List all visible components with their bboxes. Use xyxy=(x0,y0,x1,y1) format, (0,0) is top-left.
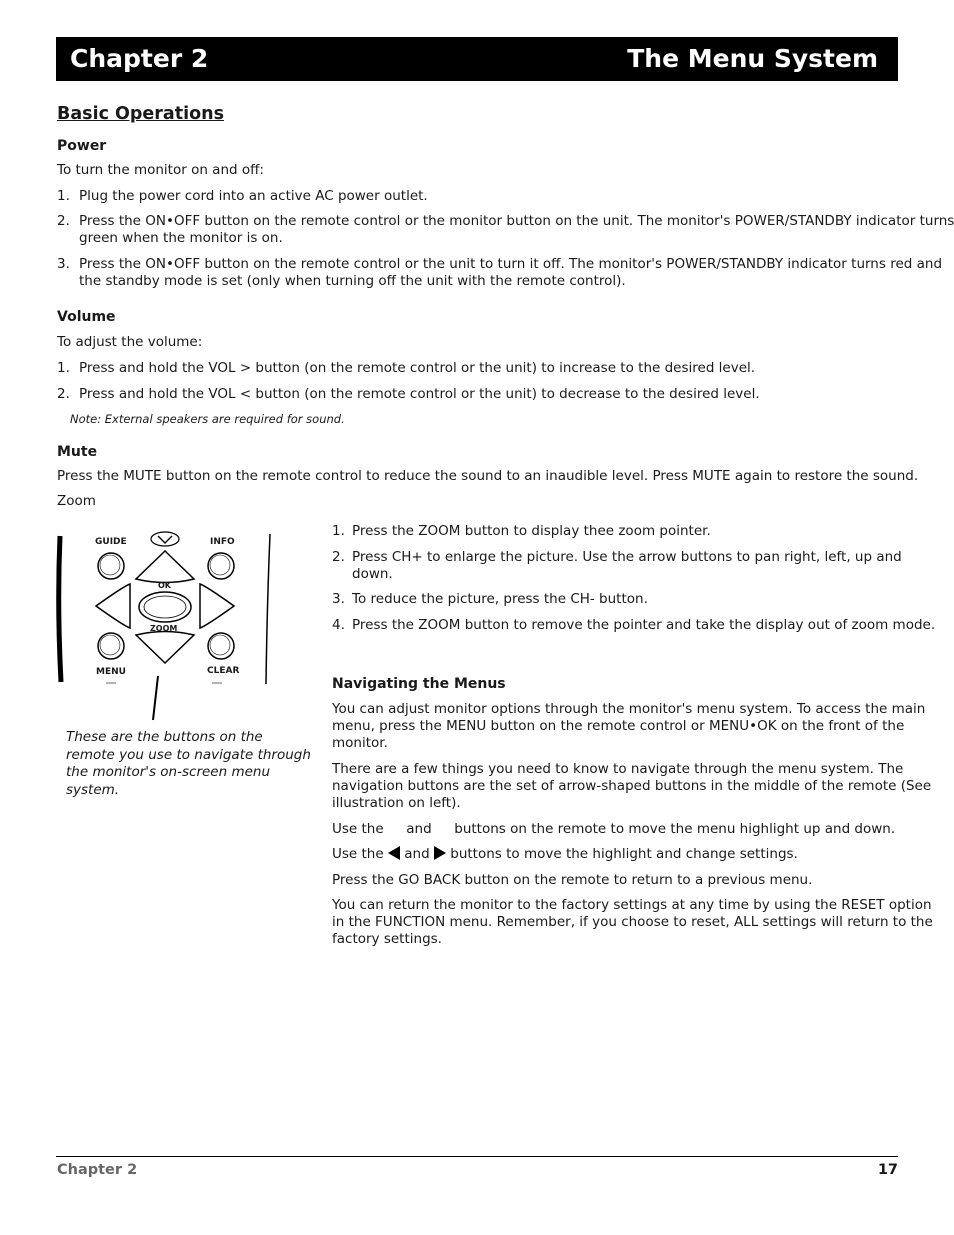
volume-heading: Volume xyxy=(57,309,116,325)
caption-line: the monitor's on-screen menu xyxy=(66,764,271,780)
guide-button-label: GUIDE xyxy=(95,537,127,547)
instruction-text: and xyxy=(406,821,432,837)
instruction-text: Use the xyxy=(332,821,384,837)
paragraph-line: You can return the monitor to the factory settings at any time by using the RESET option xyxy=(332,897,932,913)
footer-chapter: Chapter 2 xyxy=(57,1162,138,1178)
list-text: Press the ZOOM button to remove the pointer and take the display out of zoom mode. xyxy=(352,617,936,633)
instruction-text: and xyxy=(404,846,430,862)
paragraph-line: in the FUNCTION menu. Remember, if you choose to reset, ALL settings will return to the xyxy=(332,914,933,930)
list-item xyxy=(332,617,936,634)
list-text: Press the ZOOM button to display thee zoom pointer. xyxy=(352,523,711,539)
chapter-header-bar xyxy=(56,37,898,81)
list-item xyxy=(57,188,428,205)
list-item xyxy=(332,549,902,566)
paragraph-line: illustration on left). xyxy=(332,795,461,811)
instruction-text: buttons on the remote to move the menu highlight up and down. xyxy=(454,821,896,837)
list-text: Press and hold the VOL < button (on the remote control or the unit) to decrease to the desired level. xyxy=(79,386,760,402)
list-item xyxy=(332,591,648,608)
page-number: 17 xyxy=(877,1162,898,1178)
list-number: 3. xyxy=(57,256,70,272)
footer-rule xyxy=(56,1156,898,1157)
paragraph-line: You can adjust monitor options through the monitor's menu system. To access the main xyxy=(332,701,926,717)
paragraph-line: monitor. xyxy=(332,735,388,751)
remote-illustration xyxy=(52,526,278,722)
remote-caption xyxy=(66,729,311,799)
power-heading: Power xyxy=(57,138,107,154)
caption-line: These are the buttons on the xyxy=(66,729,263,745)
goback-instruction: Press the GO BACK button on the remote to return to a previous menu. xyxy=(332,872,813,888)
list-item xyxy=(57,360,756,377)
clear-button-label: CLEAR xyxy=(207,666,240,676)
chapter-title: The Menu System xyxy=(627,44,878,73)
caption-line: remote you use to navigate through xyxy=(66,746,311,763)
list-item xyxy=(57,386,760,403)
list-number: 3. xyxy=(332,591,345,607)
zoom-button-label: ZOOM xyxy=(150,624,178,633)
list-number: 2. xyxy=(332,549,345,565)
paragraph-line: There are a few things you need to know to navigate through the menu system. The xyxy=(332,761,904,777)
list-item xyxy=(57,213,954,230)
ok-button-label: OK xyxy=(158,581,171,590)
leftright-instruction xyxy=(332,846,798,863)
navigating-paragraph xyxy=(332,761,931,812)
section-title: Basic Operations xyxy=(57,104,225,124)
list-number: 1. xyxy=(57,360,70,376)
list-text: Press the ON•OFF button on the remote control or the monitor button on the unit. The monitor's POWER/STANDBY indicator turns xyxy=(79,213,954,229)
info-button-label: INFO xyxy=(210,537,235,547)
volume-note: Note: External speakers are required for sound. xyxy=(70,412,345,426)
left-arrow-icon xyxy=(388,846,400,860)
volume-intro: To adjust the volume: xyxy=(57,334,203,350)
list-text: Press and hold the VOL > button (on the remote control or the unit) to increase to the desired level. xyxy=(79,360,756,376)
updown-instruction xyxy=(332,821,895,838)
list-number: 1. xyxy=(57,188,70,204)
list-number: 1. xyxy=(332,523,345,539)
list-item xyxy=(57,256,943,273)
list-text: Plug the power cord into an active AC power outlet. xyxy=(79,188,428,204)
caption-line: system. xyxy=(66,781,120,798)
power-intro: To turn the monitor on and off: xyxy=(57,162,264,178)
instruction-text: buttons to move the highlight and change settings. xyxy=(450,846,798,862)
zoom-heading: Zoom xyxy=(57,493,96,509)
list-text: To reduce the picture, press the CH- button. xyxy=(352,591,648,607)
list-text: Press CH+ to enlarge the picture. Use the arrow buttons to pan right, left, up and xyxy=(352,549,902,565)
instruction-text: Use the xyxy=(332,846,384,862)
reset-paragraph xyxy=(332,897,933,948)
mute-text: Press the MUTE button on the remote control to reduce the sound to an inaudible level. Press MUTE again to restore the sound. xyxy=(57,468,919,484)
paragraph-line: navigation buttons are the set of arrow-shaped buttons in the middle of the remote (See xyxy=(332,778,932,794)
list-item xyxy=(332,523,711,540)
navigating-heading: Navigating the Menus xyxy=(332,676,506,692)
list-number: 2. xyxy=(57,213,70,229)
list-text-continued: the standby mode is set (only when turning off the unit with the remote control). xyxy=(79,273,626,289)
list-text-continued: down. xyxy=(352,566,393,582)
paragraph-line: menu, press the MENU button on the remote control or MENU•OK on the front of the xyxy=(332,718,905,734)
list-number: 2. xyxy=(57,386,70,402)
paragraph-line: factory settings. xyxy=(332,931,442,947)
list-text-continued: green when the monitor is on. xyxy=(79,230,283,246)
menu-button-label: MENU xyxy=(96,667,126,677)
right-arrow-icon xyxy=(434,846,446,860)
navigating-paragraph xyxy=(332,701,925,752)
list-number: 4. xyxy=(332,617,345,633)
chapter-label: Chapter 2 xyxy=(70,44,209,73)
mute-heading: Mute xyxy=(57,444,98,460)
list-text: Press the ON•OFF button on the remote control or the unit to turn it off. The monitor's POWER/STANDBY indicator turns red and xyxy=(79,256,943,272)
